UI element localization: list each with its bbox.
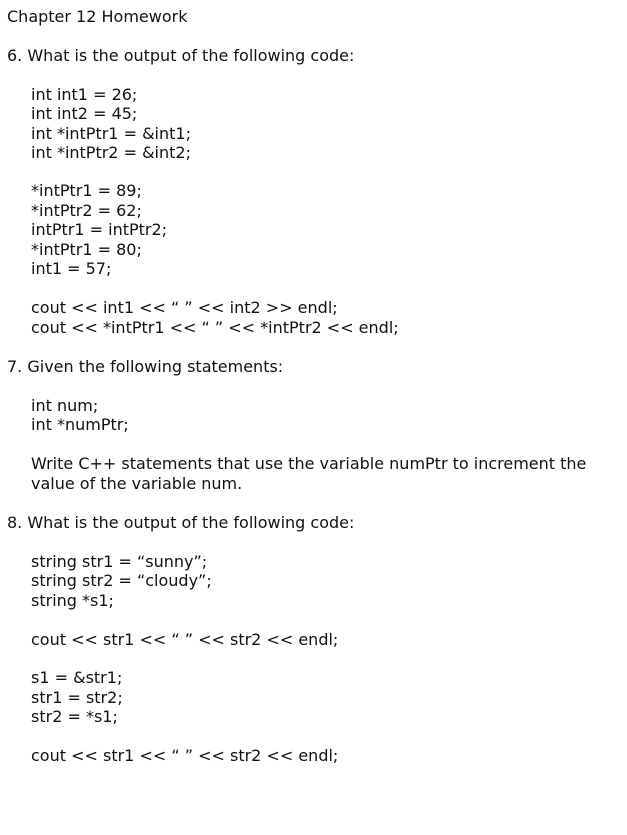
question-6-prompt: 6. What is the output of the following code:	[7, 46, 355, 65]
code-line: int num;	[31, 396, 99, 415]
question-7-prompt: 7. Given the following statements:	[7, 357, 284, 376]
code-line: *intPtr1 = 89;	[31, 181, 142, 200]
code-line: int *intPtr2 = &int2;	[31, 143, 191, 162]
code-line: *intPtr1 = 80;	[31, 240, 142, 259]
code-line: cout << int1 << “ ” << int2 >> endl;	[31, 298, 338, 317]
code-line: cout << *intPtr1 << “ ” << *intPtr2 << endl;	[31, 318, 399, 337]
code-line: string *s1;	[31, 591, 114, 610]
code-line: *intPtr2 = 62;	[31, 201, 142, 220]
code-line: int int2 = 45;	[31, 104, 138, 123]
code-line: string str2 = “cloudy”;	[31, 571, 212, 590]
code-line: string str1 = “sunny”;	[31, 552, 208, 571]
code-line: cout << str1 << “ ” << str2 << endl;	[31, 630, 339, 649]
code-line: s1 = &str1;	[31, 668, 123, 687]
instruction-line: value of the variable num.	[31, 474, 243, 493]
document-title: Chapter 12 Homework	[7, 7, 188, 26]
instruction-line: Write C++ statements that use the variable numPtr to increment the	[31, 454, 587, 473]
code-line: int1 = 57;	[31, 259, 112, 278]
code-line: int *intPtr1 = &int1;	[31, 124, 191, 143]
code-line: int *numPtr;	[31, 415, 129, 434]
question-8-prompt: 8. What is the output of the following code:	[7, 513, 355, 532]
code-line: str2 = *s1;	[31, 707, 118, 726]
code-line: intPtr1 = intPtr2;	[31, 220, 168, 239]
code-line: str1 = str2;	[31, 688, 123, 707]
code-line: int int1 = 26;	[31, 85, 138, 104]
code-line: cout << str1 << “ ” << str2 << endl;	[31, 746, 339, 765]
